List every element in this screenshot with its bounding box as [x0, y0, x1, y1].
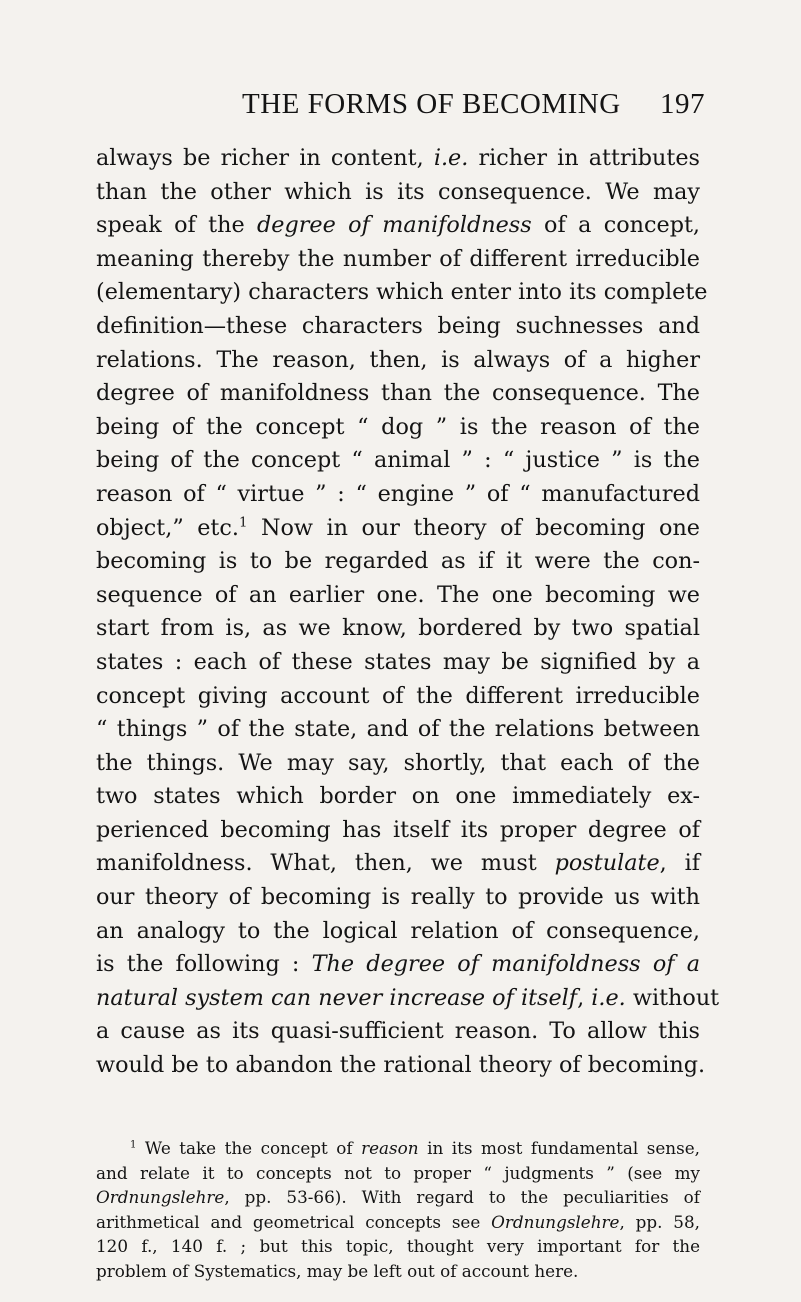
- body-line: “ things ” of the state, and of the relations between: [96, 716, 700, 743]
- body-line: an analogy to the logical relation of consequence,: [96, 917, 700, 944]
- footnote-line: problem of Systematics, may be left out of account here.: [96, 1260, 579, 1281]
- body-line: definition—these characters being suchnesses and: [96, 312, 700, 339]
- footnote-line: and relate it to concepts not to proper “ judgments ” (see my: [96, 1162, 700, 1183]
- body-line: meaning thereby the number of different irreducible: [96, 245, 700, 272]
- body-line: is the following : The degree of manifoldness of a: [96, 951, 701, 978]
- body-line: being of the concept “ dog ” is the reason of the: [96, 413, 700, 440]
- body-line: manifoldness. What, then, we must postulate, if: [96, 850, 700, 877]
- body-line: natural system can never increase of itself, i.e. without: [96, 984, 720, 1011]
- body-line: perienced becoming has itself its proper degree of: [96, 816, 700, 843]
- body-line: being of the concept “ animal ” : “ justice ” is the: [96, 447, 700, 474]
- body-line: sequence of an earlier one. The one becoming we: [96, 581, 700, 608]
- body-line: a cause as its quasi-sufficient reason. To allow this: [96, 1018, 700, 1045]
- footnote-line: Ordnungslehre, pp. 53-66). With regard to the peculiarities of: [96, 1187, 700, 1207]
- body-line: reason of “ virtue ” : “ engine ” of “ manufactured: [96, 480, 700, 507]
- footnote-line: $^1$ We take the concept of reason in its most fundamental sense,: [130, 1138, 700, 1158]
- body-text: [96, 142, 720, 1083]
- body-line: concept giving account of the different irreducible: [96, 682, 700, 709]
- body-line: states : each of these states may be signified by a: [96, 648, 700, 675]
- body-line: relations. The reason, then, is always of a higher: [96, 346, 700, 373]
- body-line: object,” etc.$^1$ Now in our theory of becoming one: [96, 514, 701, 541]
- body-line: the things. We may say, shortly, that each of the: [96, 749, 700, 776]
- footnote: [96, 1136, 700, 1283]
- body-line: always be richer in content, i.e. richer in attributes: [96, 145, 700, 171]
- running-title: THE FORMS OF BECOMING: [242, 88, 621, 120]
- footnote-line: arithmetical and geometrical concepts see Ordnungslehre, pp. 58,: [96, 1211, 700, 1232]
- body-line: our theory of becoming is really to provide us with: [96, 884, 700, 911]
- body-line: would be to abandon the rational theory of becoming.: [96, 1052, 706, 1079]
- body-line: start from is, as we know, bordered by two spatial: [96, 615, 700, 642]
- body-line: than the other which is its consequence. We may: [96, 178, 700, 205]
- body-line: (elementary) characters which enter into its complete: [96, 279, 708, 306]
- body-line: speak of the degree of manifoldness of a concept,: [96, 212, 701, 239]
- body-line: becoming is to be regarded as if it were the con-: [96, 548, 700, 575]
- body-line: degree of manifoldness than the consequence. The: [96, 380, 700, 407]
- body-line: two states which border on one immediately ex-: [96, 783, 700, 810]
- page-number: 197: [660, 88, 705, 120]
- footnote-line: 120 f., 140 f. ; but this topic, thought very important for the: [96, 1236, 700, 1256]
- running-header: [0, 88, 801, 128]
